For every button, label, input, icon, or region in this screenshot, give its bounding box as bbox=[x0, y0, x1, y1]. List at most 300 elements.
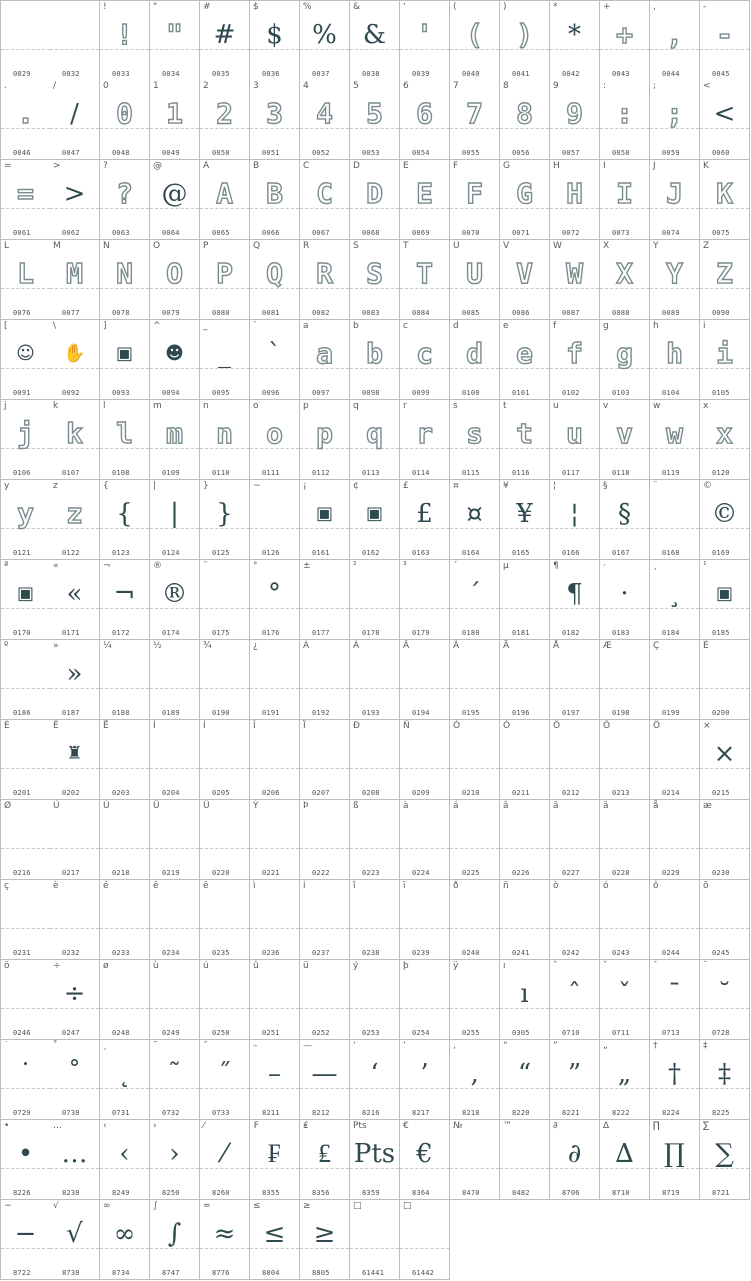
cell-character-label: Å bbox=[553, 641, 560, 651]
glyph-cell[interactable] bbox=[50, 640, 100, 720]
glyph-cell[interactable] bbox=[300, 800, 350, 880]
glyph-cell[interactable] bbox=[700, 800, 750, 880]
cell-character-label: ª bbox=[4, 561, 9, 571]
glyph-cell[interactable] bbox=[450, 160, 500, 240]
glyph-cell[interactable] bbox=[650, 240, 700, 320]
glyph-cell[interactable] bbox=[150, 1040, 200, 1120]
cell-character-label: - bbox=[703, 2, 707, 12]
glyph-cell[interactable] bbox=[450, 560, 500, 640]
glyph-preview bbox=[400, 894, 449, 934]
glyph-cell[interactable] bbox=[350, 960, 400, 1040]
glyph-cell[interactable] bbox=[650, 640, 700, 720]
glyph-cell[interactable] bbox=[350, 800, 400, 880]
glyph-cell[interactable] bbox=[250, 960, 300, 1040]
glyph-cell[interactable] bbox=[50, 800, 100, 880]
glyph-cell[interactable] bbox=[500, 0, 550, 81]
glyph-cell[interactable] bbox=[0, 80, 51, 160]
glyph-cell[interactable] bbox=[500, 480, 550, 560]
glyph-cell[interactable] bbox=[700, 400, 750, 480]
glyph-cell[interactable] bbox=[100, 240, 150, 320]
cell-character-label: Ü bbox=[203, 801, 210, 811]
glyph-cell[interactable] bbox=[200, 400, 250, 480]
glyph-cell[interactable] bbox=[350, 720, 400, 800]
glyph-cell[interactable] bbox=[450, 1040, 500, 1120]
cell-code-label: 0055 bbox=[462, 149, 480, 157]
glyph-cell[interactable] bbox=[650, 1120, 700, 1200]
glyph-cell[interactable] bbox=[350, 80, 400, 160]
glyph-cell[interactable] bbox=[350, 0, 400, 81]
glyph-cell[interactable] bbox=[550, 720, 600, 800]
glyph-cell[interactable] bbox=[650, 80, 700, 160]
cell-character-label: 1 bbox=[153, 81, 159, 91]
glyph-cell[interactable] bbox=[500, 240, 550, 320]
glyph-cell[interactable] bbox=[100, 880, 150, 960]
glyph-cell[interactable] bbox=[450, 400, 500, 480]
glyph-cell[interactable] bbox=[0, 800, 51, 880]
glyph-cell[interactable] bbox=[400, 720, 450, 800]
glyph-cell[interactable] bbox=[600, 800, 650, 880]
glyph-cell[interactable] bbox=[650, 800, 700, 880]
glyph-cell[interactable] bbox=[50, 1120, 100, 1200]
glyph-cell[interactable] bbox=[550, 1040, 600, 1120]
cell-code-label: 0049 bbox=[162, 149, 180, 157]
glyph-cell[interactable] bbox=[250, 320, 300, 400]
cell-code-label: 0070 bbox=[462, 229, 480, 237]
glyph-preview: Z bbox=[716, 257, 733, 290]
glyph-cell[interactable] bbox=[550, 880, 600, 960]
glyph-cell[interactable] bbox=[600, 640, 650, 720]
glyph-cell[interactable] bbox=[50, 880, 100, 960]
glyph-preview: c bbox=[416, 337, 433, 370]
glyph-cell[interactable] bbox=[450, 640, 500, 720]
glyph-cell[interactable] bbox=[550, 1120, 600, 1200]
cell-character-label: ò bbox=[553, 881, 559, 891]
cell-code-label: 0238 bbox=[362, 949, 380, 957]
glyph-cell[interactable] bbox=[50, 960, 100, 1040]
glyph-cell[interactable] bbox=[0, 560, 51, 640]
glyph-cell[interactable] bbox=[50, 160, 100, 240]
glyph-cell[interactable] bbox=[200, 800, 250, 880]
cell-character-label: ¹ bbox=[703, 561, 707, 571]
cell-code-label: 0225 bbox=[462, 869, 480, 877]
cell-code-label: 8216 bbox=[362, 1109, 380, 1117]
glyph-cell[interactable] bbox=[700, 1120, 750, 1200]
glyph-cell[interactable] bbox=[500, 960, 550, 1040]
glyph-preview: ∆ bbox=[615, 1139, 634, 1169]
glyph-cell[interactable] bbox=[650, 480, 700, 560]
glyph-cell[interactable] bbox=[250, 480, 300, 560]
glyph-cell[interactable] bbox=[300, 1120, 350, 1200]
cell-character-label: ∫ bbox=[153, 1201, 158, 1211]
cell-character-label: Q bbox=[253, 241, 261, 251]
glyph-cell[interactable] bbox=[100, 320, 150, 400]
glyph-cell[interactable] bbox=[550, 400, 600, 480]
glyph-cell[interactable] bbox=[600, 480, 650, 560]
glyph-cell[interactable] bbox=[500, 560, 550, 640]
glyph-cell[interactable] bbox=[50, 1200, 100, 1280]
cell-code-label: 0234 bbox=[162, 949, 180, 957]
glyph-cell[interactable] bbox=[50, 560, 100, 640]
glyph-cell[interactable] bbox=[150, 640, 200, 720]
glyph-cell[interactable] bbox=[400, 480, 450, 560]
glyph-cell[interactable] bbox=[150, 400, 200, 480]
cell-character-label: º bbox=[4, 641, 9, 651]
glyph-cell[interactable] bbox=[0, 1120, 51, 1200]
glyph-cell[interactable] bbox=[250, 560, 300, 640]
cell-character-label: ] bbox=[103, 321, 107, 331]
glyph-cell[interactable] bbox=[50, 400, 100, 480]
glyph-cell[interactable] bbox=[700, 240, 750, 320]
glyph-cell[interactable] bbox=[100, 960, 150, 1040]
cell-character-label: ≈ bbox=[203, 1201, 211, 1211]
glyph-cell[interactable] bbox=[400, 1200, 450, 1280]
cell-character-label: Pts bbox=[353, 1121, 367, 1131]
glyph-cell[interactable] bbox=[400, 560, 450, 640]
glyph-cell[interactable] bbox=[0, 160, 51, 240]
glyph-cell[interactable] bbox=[50, 80, 100, 160]
cell-character-label: № bbox=[453, 1121, 463, 1131]
cell-code-label: 0729 bbox=[13, 1109, 31, 1117]
glyph-cell[interactable] bbox=[200, 240, 250, 320]
glyph-cell[interactable] bbox=[200, 480, 250, 560]
glyph-cell[interactable] bbox=[400, 640, 450, 720]
glyph-cell[interactable] bbox=[500, 640, 550, 720]
glyph-cell[interactable] bbox=[0, 720, 51, 800]
glyph-cell[interactable] bbox=[450, 1120, 500, 1200]
cell-code-label: 0195 bbox=[462, 709, 480, 717]
glyph-cell[interactable] bbox=[150, 160, 200, 240]
cell-code-label: 0105 bbox=[712, 389, 730, 397]
glyph-preview: ‘ bbox=[370, 1059, 379, 1089]
glyph-cell[interactable] bbox=[350, 560, 400, 640]
glyph-cell[interactable] bbox=[100, 80, 150, 160]
glyph-cell[interactable] bbox=[550, 80, 600, 160]
cell-code-label: 0223 bbox=[362, 869, 380, 877]
glyph-cell[interactable] bbox=[50, 480, 100, 560]
glyph-cell[interactable] bbox=[600, 560, 650, 640]
glyph-cell[interactable] bbox=[350, 880, 400, 960]
glyph-cell[interactable] bbox=[650, 960, 700, 1040]
glyph-cell[interactable] bbox=[200, 1120, 250, 1200]
glyph-cell[interactable] bbox=[0, 1040, 51, 1120]
glyph-cell[interactable] bbox=[400, 160, 450, 240]
glyph-cell[interactable] bbox=[400, 400, 450, 480]
glyph-cell[interactable] bbox=[350, 320, 400, 400]
glyph-cell[interactable] bbox=[200, 560, 250, 640]
glyph-preview: _ bbox=[218, 339, 231, 369]
glyph-cell[interactable] bbox=[100, 800, 150, 880]
cell-code-label: 0210 bbox=[462, 789, 480, 797]
glyph-cell[interactable] bbox=[200, 640, 250, 720]
glyph-cell[interactable] bbox=[250, 80, 300, 160]
glyph-cell[interactable] bbox=[100, 480, 150, 560]
glyph-cell[interactable] bbox=[450, 880, 500, 960]
glyph-cell[interactable] bbox=[600, 1120, 650, 1200]
glyph-cell[interactable] bbox=[250, 1120, 300, 1200]
glyph-cell[interactable] bbox=[150, 480, 200, 560]
glyph-cell[interactable] bbox=[50, 720, 100, 800]
glyph-cell[interactable] bbox=[150, 800, 200, 880]
glyph-cell[interactable] bbox=[300, 240, 350, 320]
glyph-cell[interactable] bbox=[250, 800, 300, 880]
glyph-cell[interactable] bbox=[300, 320, 350, 400]
glyph-cell[interactable] bbox=[600, 1040, 650, 1120]
glyph-cell[interactable] bbox=[100, 720, 150, 800]
glyph-preview: , bbox=[666, 18, 683, 51]
glyph-cell[interactable] bbox=[300, 720, 350, 800]
glyph-cell[interactable] bbox=[0, 960, 51, 1040]
cell-character-label: L bbox=[4, 241, 10, 251]
glyph-cell[interactable] bbox=[650, 0, 700, 81]
glyph-cell[interactable] bbox=[500, 160, 550, 240]
glyph-cell[interactable] bbox=[400, 320, 450, 400]
glyph-cell[interactable] bbox=[650, 400, 700, 480]
glyph-cell[interactable] bbox=[0, 400, 51, 480]
glyph-cell[interactable] bbox=[0, 1200, 51, 1280]
cell-character-label: _ bbox=[203, 321, 208, 331]
glyph-cell[interactable] bbox=[300, 640, 350, 720]
cell-code-label: 0080 bbox=[212, 309, 230, 317]
glyph-cell[interactable] bbox=[700, 960, 750, 1040]
glyph-cell[interactable] bbox=[600, 0, 650, 81]
glyph-cell[interactable] bbox=[300, 880, 350, 960]
glyph-cell[interactable] bbox=[500, 800, 550, 880]
glyph-preview: C bbox=[316, 177, 333, 210]
cell-character-label: ³ bbox=[403, 561, 407, 571]
glyph-cell[interactable] bbox=[0, 480, 51, 560]
glyph-cell[interactable] bbox=[50, 1040, 100, 1120]
glyph-cell[interactable] bbox=[100, 1200, 150, 1280]
glyph-cell[interactable] bbox=[450, 720, 500, 800]
glyph-cell[interactable] bbox=[550, 960, 600, 1040]
glyph-cell[interactable] bbox=[650, 320, 700, 400]
glyph-preview bbox=[650, 814, 699, 854]
glyph-cell[interactable] bbox=[250, 1200, 300, 1280]
glyph-cell[interactable] bbox=[300, 160, 350, 240]
glyph-cell[interactable] bbox=[400, 800, 450, 880]
glyph-cell[interactable] bbox=[450, 0, 500, 81]
glyph-cell[interactable] bbox=[200, 1200, 250, 1280]
cell-character-label: @ bbox=[153, 161, 162, 171]
glyph-preview bbox=[500, 814, 549, 854]
glyph-cell[interactable] bbox=[550, 0, 600, 81]
glyph-cell[interactable] bbox=[150, 1200, 200, 1280]
glyph-cell[interactable] bbox=[0, 0, 51, 81]
glyph-cell[interactable] bbox=[350, 1120, 400, 1200]
glyph-cell[interactable] bbox=[600, 80, 650, 160]
glyph-cell[interactable] bbox=[500, 880, 550, 960]
cell-code-label: 0179 bbox=[412, 629, 430, 637]
glyph-cell[interactable] bbox=[700, 640, 750, 720]
cell-code-label: 0220 bbox=[212, 869, 230, 877]
glyph-cell[interactable] bbox=[500, 400, 550, 480]
cell-code-label: 0198 bbox=[612, 709, 630, 717]
glyph-cell[interactable] bbox=[650, 880, 700, 960]
glyph-cell[interactable] bbox=[400, 960, 450, 1040]
cell-character-label: " bbox=[153, 2, 158, 12]
glyph-cell[interactable] bbox=[150, 1120, 200, 1200]
glyph-cell[interactable] bbox=[50, 0, 100, 81]
glyph-cell[interactable] bbox=[400, 240, 450, 320]
glyph-cell[interactable] bbox=[500, 1120, 550, 1200]
glyph-cell[interactable] bbox=[350, 640, 400, 720]
glyph-cell[interactable] bbox=[550, 560, 600, 640]
glyph-preview bbox=[700, 894, 749, 934]
glyph-preview: ' bbox=[416, 18, 433, 51]
glyph-cell[interactable] bbox=[300, 400, 350, 480]
glyph-cell[interactable] bbox=[700, 720, 750, 800]
glyph-cell[interactable] bbox=[100, 640, 150, 720]
cell-character-label: 7 bbox=[453, 81, 459, 91]
glyph-cell[interactable] bbox=[650, 720, 700, 800]
glyph-cell[interactable] bbox=[50, 320, 100, 400]
cell-code-label: 0054 bbox=[412, 149, 430, 157]
glyph-cell[interactable] bbox=[350, 1040, 400, 1120]
glyph-cell[interactable] bbox=[300, 560, 350, 640]
glyph-cell[interactable] bbox=[250, 240, 300, 320]
glyph-cell[interactable] bbox=[400, 80, 450, 160]
glyph-cell[interactable] bbox=[550, 800, 600, 880]
glyph-cell[interactable] bbox=[550, 160, 600, 240]
glyph-cell[interactable] bbox=[100, 1120, 150, 1200]
glyph-cell[interactable] bbox=[350, 1200, 400, 1280]
glyph-cell[interactable] bbox=[650, 160, 700, 240]
glyph-cell[interactable] bbox=[500, 720, 550, 800]
cell-character-label: ≤ bbox=[253, 1201, 261, 1211]
cell-code-label: 8218 bbox=[462, 1109, 480, 1117]
glyph-cell[interactable] bbox=[600, 160, 650, 240]
glyph-cell[interactable] bbox=[150, 320, 200, 400]
glyph-cell[interactable] bbox=[150, 80, 200, 160]
glyph-cell[interactable] bbox=[250, 400, 300, 480]
glyph-cell[interactable] bbox=[700, 0, 750, 81]
glyph-cell[interactable] bbox=[200, 960, 250, 1040]
glyph-cell[interactable] bbox=[400, 880, 450, 960]
glyph-cell[interactable] bbox=[450, 320, 500, 400]
glyph-cell[interactable] bbox=[150, 960, 200, 1040]
glyph-cell[interactable] bbox=[300, 80, 350, 160]
cell-character-label: ¢ bbox=[353, 481, 359, 491]
glyph-cell[interactable] bbox=[600, 240, 650, 320]
glyph-cell[interactable] bbox=[550, 640, 600, 720]
glyph-cell[interactable] bbox=[600, 320, 650, 400]
glyph-cell[interactable] bbox=[350, 240, 400, 320]
glyph-cell[interactable] bbox=[550, 320, 600, 400]
glyph-cell[interactable] bbox=[200, 320, 250, 400]
glyph-cell[interactable] bbox=[150, 240, 200, 320]
glyph-cell[interactable] bbox=[350, 480, 400, 560]
glyph-cell[interactable] bbox=[300, 1200, 350, 1280]
glyph-cell[interactable] bbox=[100, 560, 150, 640]
glyph-cell[interactable] bbox=[400, 1120, 450, 1200]
glyph-cell[interactable] bbox=[200, 160, 250, 240]
glyph-cell[interactable] bbox=[700, 80, 750, 160]
glyph-cell[interactable] bbox=[600, 400, 650, 480]
glyph-cell[interactable] bbox=[200, 720, 250, 800]
glyph-cell[interactable] bbox=[700, 480, 750, 560]
glyph-cell[interactable] bbox=[450, 960, 500, 1040]
glyph-cell[interactable] bbox=[100, 1040, 150, 1120]
glyph-cell[interactable] bbox=[700, 880, 750, 960]
glyph-cell[interactable] bbox=[300, 0, 350, 81]
glyph-cell[interactable] bbox=[350, 160, 400, 240]
cell-code-label: 0056 bbox=[512, 149, 530, 157]
glyph-cell[interactable] bbox=[550, 240, 600, 320]
cell-code-label: 0199 bbox=[662, 709, 680, 717]
glyph-cell[interactable] bbox=[100, 400, 150, 480]
glyph-cell[interactable] bbox=[700, 560, 750, 640]
glyph-cell[interactable] bbox=[300, 480, 350, 560]
glyph-cell[interactable] bbox=[0, 880, 51, 960]
glyph-cell[interactable] bbox=[650, 1040, 700, 1120]
glyph-cell[interactable] bbox=[200, 80, 250, 160]
glyph-cell[interactable] bbox=[100, 0, 150, 81]
glyph-cell[interactable] bbox=[350, 400, 400, 480]
cell-character-label: t bbox=[503, 401, 507, 411]
glyph-cell[interactable] bbox=[200, 0, 250, 81]
glyph-cell[interactable] bbox=[150, 720, 200, 800]
glyph-cell[interactable] bbox=[150, 880, 200, 960]
glyph-preview: ≈ bbox=[213, 1219, 236, 1249]
glyph-cell[interactable] bbox=[300, 1040, 350, 1120]
glyph-cell[interactable] bbox=[500, 1040, 550, 1120]
glyph-cell[interactable] bbox=[400, 1040, 450, 1120]
glyph-cell[interactable] bbox=[400, 0, 450, 81]
glyph-cell[interactable] bbox=[700, 160, 750, 240]
glyph-cell[interactable] bbox=[700, 320, 750, 400]
glyph-cell[interactable] bbox=[100, 160, 150, 240]
glyph-cell[interactable] bbox=[250, 0, 300, 81]
glyph-cell[interactable] bbox=[0, 240, 51, 320]
cell-character-label: < bbox=[703, 81, 711, 91]
glyph-cell[interactable] bbox=[450, 240, 500, 320]
glyph-cell[interactable] bbox=[0, 320, 51, 400]
glyph-cell[interactable] bbox=[650, 560, 700, 640]
glyph-cell[interactable] bbox=[550, 480, 600, 560]
glyph-cell[interactable] bbox=[0, 640, 51, 720]
cell-code-label: 8730 bbox=[62, 1269, 80, 1277]
cell-code-label: 0052 bbox=[312, 149, 330, 157]
glyph-cell[interactable] bbox=[500, 320, 550, 400]
glyph-cell[interactable] bbox=[150, 560, 200, 640]
cell-code-label: 0068 bbox=[362, 229, 380, 237]
glyph-cell[interactable] bbox=[600, 880, 650, 960]
cell-code-label: 8804 bbox=[262, 1269, 280, 1277]
glyph-cell[interactable] bbox=[200, 1040, 250, 1120]
glyph-cell[interactable] bbox=[250, 640, 300, 720]
glyph-cell[interactable] bbox=[600, 720, 650, 800]
cell-code-label: 0214 bbox=[662, 789, 680, 797]
glyph-cell[interactable] bbox=[250, 160, 300, 240]
glyph-cell[interactable] bbox=[450, 80, 500, 160]
cell-character-label: √ bbox=[53, 1201, 59, 1211]
glyph-cell[interactable] bbox=[50, 240, 100, 320]
cell-code-label: 0243 bbox=[612, 949, 630, 957]
glyph-cell[interactable] bbox=[500, 80, 550, 160]
glyph-cell[interactable] bbox=[250, 720, 300, 800]
glyph-cell[interactable] bbox=[450, 800, 500, 880]
glyph-cell[interactable] bbox=[250, 1040, 300, 1120]
glyph-cell[interactable] bbox=[150, 0, 200, 81]
glyph-cell[interactable] bbox=[250, 880, 300, 960]
glyph-cell[interactable] bbox=[600, 960, 650, 1040]
glyph-cell[interactable] bbox=[700, 1040, 750, 1120]
cell-code-label: 0089 bbox=[662, 309, 680, 317]
glyph-cell[interactable] bbox=[300, 960, 350, 1040]
glyph-cell[interactable] bbox=[200, 880, 250, 960]
cell-code-label: 0182 bbox=[562, 629, 580, 637]
glyph-cell[interactable] bbox=[450, 480, 500, 560]
